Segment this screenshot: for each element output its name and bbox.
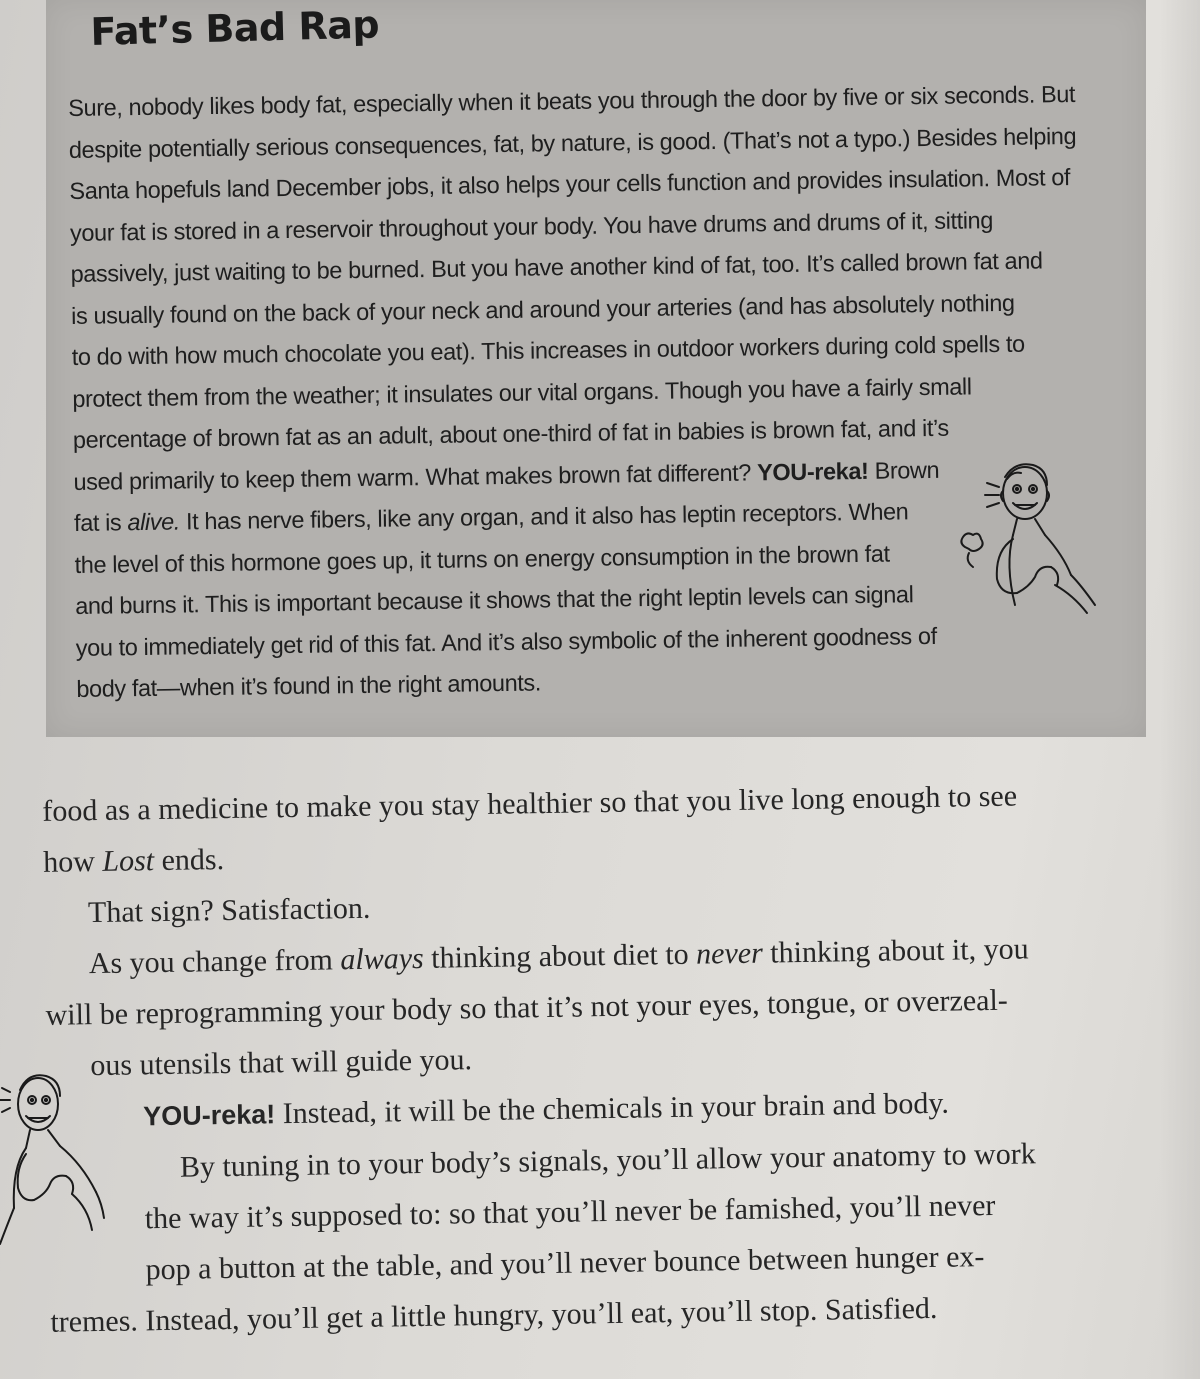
body-line: the way it’s supposed to: so that you’ll never be famished, you’ll never: [144, 1188, 996, 1236]
italic-word: alive.: [127, 508, 181, 536]
sidebar-line: your fat is stored in a reservoir throughout your body. You have drums and drums of it, sitting: [69, 206, 994, 246]
italic-title: Lost: [102, 844, 155, 878]
body-line: pop a button at the table, and you’ll never bounce between hunger ex-: [145, 1240, 985, 1287]
body-line: As you change from always thinking about diet to never thinking about it, you: [88, 932, 1029, 981]
body-line: how Lost ends.: [42, 843, 225, 879]
sidebar-line: fat is alive. It has nerve fibers, like any organ, and it also has leptin receptors. When: [73, 498, 909, 536]
body-line: tremes. Instead, you’ll get a little hungry, you’ll eat, you’ll stop. Satisfied.: [50, 1291, 938, 1339]
sidebar-line: protect them from the weather; it insulates our vital organs. Though you have a fairly small: [72, 372, 972, 412]
youreka-bold: YOU-reka!: [756, 457, 869, 485]
italic-word: never: [695, 936, 764, 971]
body-line: food as a medicine to make you stay healthier so that you live long enough to see: [42, 779, 1018, 828]
sidebar-line: to do with how much chocolate you eat). This increases in outdoor workers during cold spells to: [71, 330, 1025, 370]
sidebar-line: you to immediately get rid of this fat. And it’s also symbolic of the inherent goodness of: [75, 622, 937, 661]
body-line: ous utensils that will guide you.: [90, 1043, 473, 1083]
cartoon-man-flexing-icon: [955, 455, 1115, 625]
body-line: By tuning in to your body’s signals, you’ll allow your anatomy to work: [179, 1137, 1036, 1184]
sidebar-line: the level of this hormone goes up, it turns on energy consumption in the brown fat: [74, 540, 890, 578]
italic-word: always: [340, 941, 424, 977]
sidebar-line: Sure, nobody likes body fat, especially when it beats you through the door by five or six seconds. But: [68, 80, 1076, 121]
sidebar-line: and burns it. This is important because it shows that the right leptin levels can signal: [75, 581, 914, 619]
sidebar-line: body fat—when it’s found in the right amounts.: [76, 669, 542, 702]
sidebar-line: percentage of brown fat as an adult, about one-third of fat in babies is brown fat, and it’s: [72, 414, 949, 453]
body-line: will be reprogramming your body so that it’s not your eyes, tongue, or overzeal-: [45, 983, 1009, 1032]
body-text: [34, 768, 1183, 1348]
sidebar-box: [46, 0, 1146, 737]
youreka-bold: YOU-reka!: [142, 1099, 276, 1132]
sidebar-text: [68, 74, 1077, 710]
sidebar-line: Santa hopefuls land December jobs, it also helps your cells function and provides insulation. Most of: [69, 164, 1071, 204]
sidebar-title: Fat’s Bad Rap: [90, 2, 380, 54]
sidebar-line: is usually found on the back of your neck and around your arteries (and has absolutely nothing: [70, 289, 1015, 329]
sidebar-line: despite potentially serious consequences, fat, by nature, is good. (That’s not a typo.) Besides helping: [68, 122, 1077, 163]
body-line: That sign? Satisfaction.: [87, 891, 371, 930]
body-line: YOU-reka! Instead, it will be the chemicals in your brain and body.: [142, 1086, 950, 1132]
sidebar-line: passively, just waiting to be burned. But you have another kind of fat, too. It’s called brown fat and: [70, 247, 1043, 287]
sidebar-line: used primarily to keep them warm. What makes brown fat different? YOU-reka! Brown: [73, 456, 940, 495]
